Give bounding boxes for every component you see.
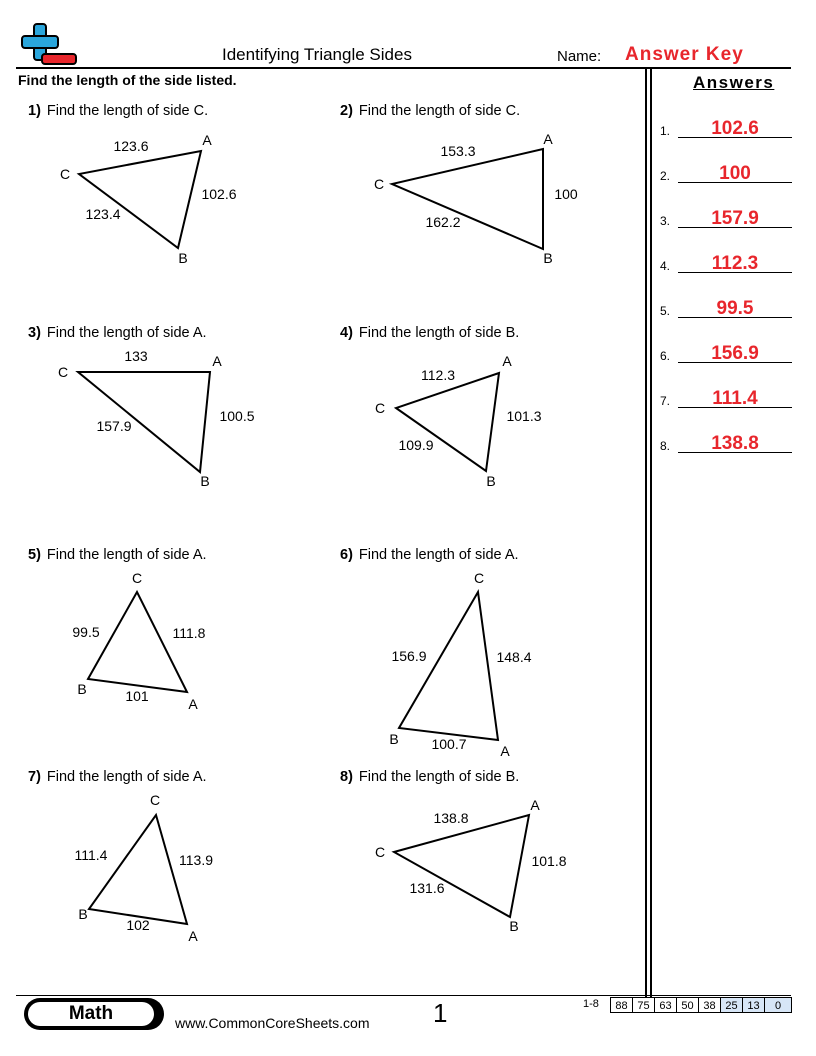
score-box: 25 (720, 997, 743, 1013)
side-length-label: 100.5 (219, 408, 255, 424)
score-range: 1-8 (583, 998, 599, 1010)
triangle-8 (375, 797, 567, 934)
answer-key-label: Answer Key (625, 44, 744, 65)
site-url: www.CommonCoreSheets.com (175, 1015, 370, 1031)
answer-number: 2. (660, 169, 671, 183)
side-length-label: 162.2 (425, 214, 461, 230)
side-length-label: 148.4 (496, 649, 532, 665)
side-length-label: 123.4 (85, 206, 121, 222)
answer-value: 138.8 (711, 433, 759, 454)
question-1: 1) Find the length of side C. (28, 103, 209, 119)
vertex-label-c: C (59, 166, 71, 182)
answer-value: 156.9 (711, 343, 759, 364)
question-6: 6) Find the length of side A. (340, 547, 519, 563)
triangle-3 (58, 348, 255, 489)
vertex-label-c: C (57, 364, 69, 380)
page-title: Identifying Triangle Sides (222, 45, 412, 64)
side-length-label: 101 (125, 688, 149, 704)
question-5: 5) Find the length of side A. (28, 547, 207, 563)
question-2: 2) Find the length of side C. (340, 103, 521, 119)
vertex-label-c: C (149, 792, 161, 808)
triangle-outline (88, 592, 187, 692)
answer-value: 100 (719, 163, 751, 184)
side-length-label: 113.9 (179, 852, 213, 868)
vertex-label-c: C (131, 570, 143, 586)
vertex-label-b: B (178, 250, 188, 266)
side-length-label: 109.9 (398, 437, 434, 453)
score-box: 75 (632, 997, 655, 1013)
triangle-outline (399, 592, 498, 740)
vertex-label-a: A (500, 743, 510, 759)
question-3: 3) Find the length of side A. (28, 325, 207, 341)
name-label: Name: (557, 48, 602, 65)
side-length-label: 102 (126, 917, 150, 933)
side-length-label: 157.9 (96, 418, 132, 434)
triangle-6 (389, 570, 531, 759)
vertex-label-c: C (374, 400, 386, 416)
side-length-label: 131.6 (409, 880, 445, 896)
side-length-label: 123.6 (113, 138, 149, 154)
vertex-label-b: B (200, 473, 210, 489)
instructions: Find the length of the side listed. (18, 72, 237, 88)
question-4: 4) Find the length of side B. (340, 325, 520, 341)
score-box: 0 (764, 997, 792, 1013)
vertex-label-a: A (543, 131, 553, 147)
vertex-label-a: A (502, 353, 512, 369)
vertex-label-b: B (77, 681, 87, 697)
vertex-label-c: C (473, 570, 485, 586)
side-length-label: 111.8 (172, 625, 206, 641)
vertex-label-a: A (188, 696, 198, 712)
triangle-1 (60, 132, 237, 266)
triangle-outline (394, 815, 529, 917)
triangle-outline (392, 149, 543, 249)
vertex-label-b: B (543, 250, 553, 266)
score-box: 88 (610, 997, 633, 1013)
vertex-label-c: C (374, 844, 386, 860)
answer-number: 5. (660, 304, 671, 318)
vertex-label-a: A (212, 353, 222, 369)
vertex-label-b: B (78, 906, 88, 922)
side-length-label: 156.9 (391, 648, 427, 664)
vertex-label-c: C (373, 176, 385, 192)
side-length-label: 102.6 (201, 186, 237, 202)
triangle-4 (375, 353, 542, 489)
vertex-label-a: A (202, 132, 212, 148)
question-8: 8) Find the length of side B. (340, 769, 520, 785)
answer-value: 157.9 (711, 208, 759, 229)
vertex-label-a: A (530, 797, 540, 813)
answer-number: 6. (660, 349, 671, 363)
vertex-label-b: B (486, 473, 496, 489)
side-length-label: 111.4 (74, 847, 108, 863)
answer-value: 111.4 (712, 388, 758, 409)
score-box: 13 (742, 997, 765, 1013)
footer-divider (16, 995, 791, 996)
side-length-label: 100 (554, 186, 578, 202)
math-badge (24, 998, 164, 1030)
score-box: 63 (654, 997, 677, 1013)
side-length-label: 133 (124, 348, 148, 364)
triangle-outline (79, 151, 201, 248)
triangle-7 (75, 792, 214, 944)
answers-heading: Answers (693, 73, 775, 92)
score-box: 50 (676, 997, 699, 1013)
vertex-label-a: A (188, 928, 198, 944)
triangle-outline (89, 815, 187, 924)
answer-number: 8. (660, 439, 671, 453)
triangle-2 (374, 131, 578, 266)
answer-number: 4. (660, 259, 671, 273)
side-length-label: 138.8 (433, 810, 469, 826)
page-number: 1 (433, 998, 448, 1028)
answer-number: 7. (660, 394, 671, 408)
answer-number: 3. (660, 214, 671, 228)
question-7: 7) Find the length of side A. (28, 769, 207, 785)
math-badge-label: Math (28, 1002, 154, 1026)
answer-number: 1. (660, 124, 671, 138)
side-length-label: 100.7 (431, 736, 467, 752)
side-length-label: 101.8 (531, 853, 567, 869)
vertex-label-b: B (509, 918, 519, 934)
side-length-label: 101.3 (506, 408, 542, 424)
side-length-label: 112.3 (421, 367, 455, 383)
side-length-label: 99.5 (72, 624, 100, 640)
triangle-outline (396, 373, 499, 471)
score-box: 38 (698, 997, 721, 1013)
triangle-5 (72, 570, 205, 712)
answer-value: 99.5 (716, 298, 754, 319)
answer-value: 112.3 (711, 253, 759, 274)
vertex-label-b: B (389, 731, 399, 747)
answer-value: 102.6 (711, 118, 759, 139)
side-length-label: 153.3 (440, 143, 476, 159)
